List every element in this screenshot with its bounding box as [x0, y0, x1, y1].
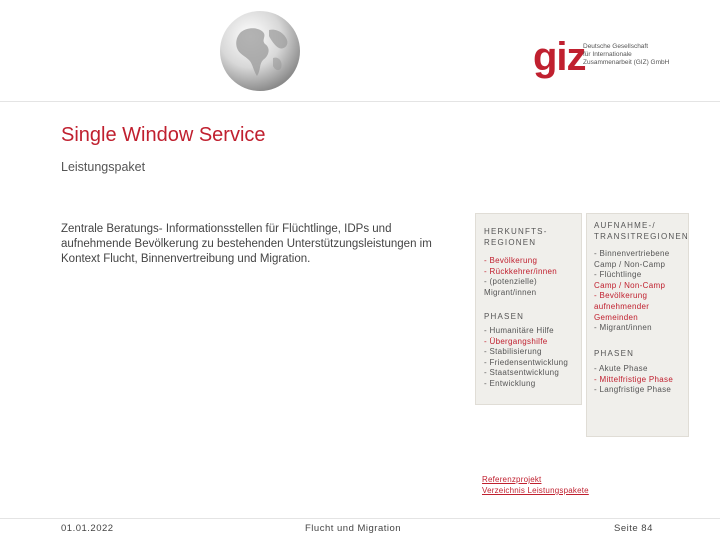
list-item: - Entwicklung — [484, 378, 536, 388]
origin-regions-box — [475, 213, 582, 405]
logo-mark: giz — [533, 35, 586, 79]
host-regions-list — [594, 249, 670, 334]
list-item: Camp / Non-Camp — [594, 259, 666, 269]
list-item: - Übergangshilfe — [484, 336, 548, 346]
slide-title: Single Window Service — [61, 124, 266, 146]
host-regions-box — [586, 213, 689, 437]
list-item: - Bevölkerung — [594, 291, 648, 301]
list-item: - Flüchtlinge — [594, 270, 642, 280]
list-item: Gemeinden — [594, 312, 639, 322]
logo-line: Deutsche Gesellschaft — [583, 43, 649, 50]
list-item: - Humanitäre Hilfe — [484, 326, 554, 335]
reference-project-link[interactable]: Referenzprojekt — [482, 475, 542, 484]
list-item: - Rückkehrer/innen — [484, 266, 557, 276]
list-item: Migrant/innen — [484, 287, 537, 297]
origin-regions-heading: HERKUNFTS-REGIONEN — [484, 227, 548, 247]
list-item: - Langfristige Phase — [594, 385, 672, 395]
list-item: - Friedensentwicklung — [484, 357, 569, 367]
list-item: - Bevölkerung — [484, 256, 538, 265]
footer-topic: Flucht und Migration — [305, 523, 402, 534]
slide-subtitle: Leistungspaket — [61, 160, 146, 174]
list-item: - Staatsentwicklung — [484, 368, 560, 378]
footer-divider — [0, 518, 720, 519]
footer-date: 01.01.2022 — [61, 523, 114, 534]
list-item: - Stabilisierung — [484, 347, 542, 357]
list-item: - Binnenvertriebene — [594, 249, 670, 258]
list-item: - Mittelfristige Phase — [594, 374, 674, 384]
slide-body: Zentrale Beratungs- Informationsstellen für Flüchtlinge, IDPs und aufnehmende Bevölkerung zu bestehenden Unterstützungsleistungen im Kontext Flucht, Binnenvertreibung und Migration. — [61, 223, 432, 265]
phases-heading: PHASEN — [484, 312, 525, 321]
package-directory-link[interactable]: Verzeichnis Leistungspakete — [482, 486, 589, 495]
phases-heading: PHASEN — [594, 349, 635, 358]
phases-list — [594, 364, 673, 396]
list-item: aufnehmender — [594, 301, 650, 311]
globe-icon — [219, 10, 301, 92]
list-item: Camp / Non-Camp — [594, 280, 666, 290]
list-item: - (potenzielle) — [484, 277, 537, 287]
list-item: - Akute Phase — [594, 364, 648, 373]
reference-links — [482, 474, 589, 496]
header-divider — [0, 101, 720, 102]
list-item: - Migrant/innen — [594, 323, 652, 333]
logo-line: für Internationale — [583, 51, 632, 58]
page-number: Seite 84 — [614, 523, 653, 534]
phases-list — [484, 326, 568, 390]
origin-regions-list — [484, 256, 557, 298]
host-regions-heading: AUFNAHME-/ TRANSITREGIONEN — [594, 221, 689, 241]
logo-line: Zusammenarbeit (GIZ) GmbH — [583, 59, 670, 66]
logo-caption — [583, 43, 693, 67]
